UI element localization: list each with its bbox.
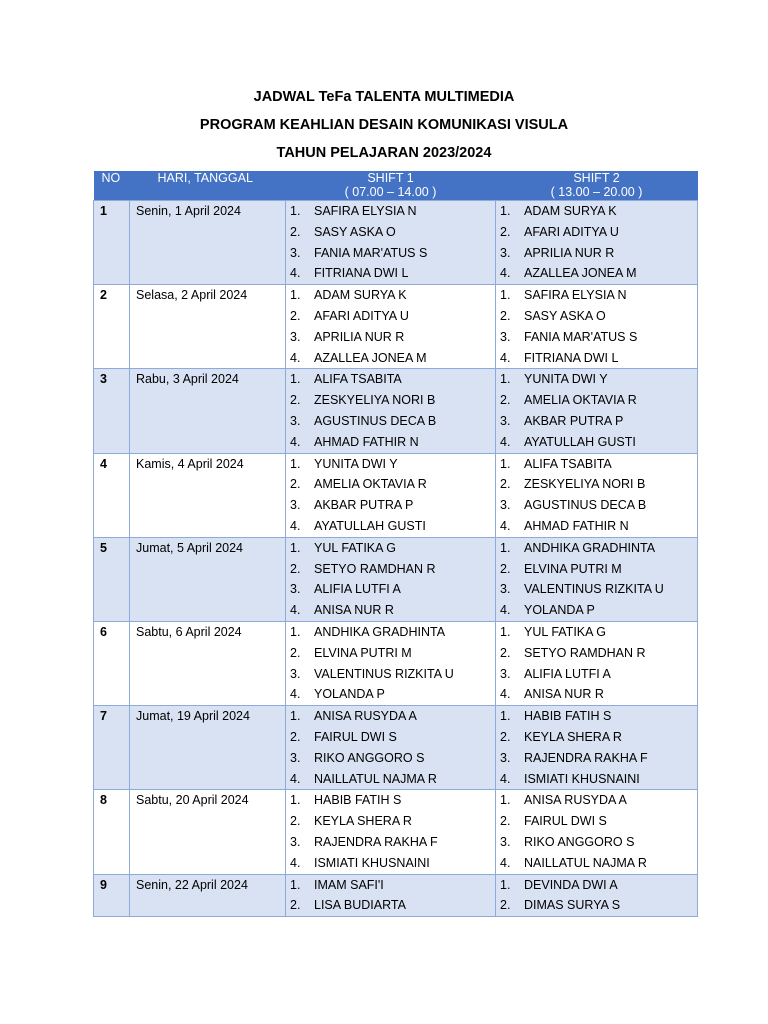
list-number: 1. bbox=[500, 288, 511, 303]
row-date: Sabtu, 20 April 2024 bbox=[130, 790, 286, 874]
table-row bbox=[94, 537, 698, 621]
student-name: ALIFIA LUTFI A bbox=[524, 666, 611, 681]
list-item bbox=[500, 243, 697, 264]
shift-2-cell bbox=[496, 621, 698, 705]
list-item bbox=[500, 811, 697, 832]
list-item bbox=[500, 474, 697, 495]
student-name: AZALLEA JONEA M bbox=[524, 266, 637, 281]
list-number: 3. bbox=[500, 245, 511, 260]
list-item bbox=[500, 727, 697, 748]
student-name: AFARI ADITYA U bbox=[524, 224, 619, 239]
list-number: 2. bbox=[500, 814, 511, 829]
list-item bbox=[500, 559, 697, 580]
student-name: YUNITA DWI Y bbox=[524, 372, 608, 387]
list-item bbox=[290, 684, 495, 705]
student-name: RAJENDRA RAKHA F bbox=[314, 834, 438, 849]
student-name: ANISA RUSYDA A bbox=[314, 709, 417, 724]
list-number: 4. bbox=[500, 518, 511, 533]
list-item bbox=[500, 495, 697, 516]
list-item bbox=[290, 222, 495, 243]
shift-1-cell bbox=[286, 621, 496, 705]
list-number: 1. bbox=[290, 877, 301, 892]
list-item bbox=[290, 811, 495, 832]
list-number: 2. bbox=[290, 308, 301, 323]
shift-1-cell bbox=[286, 453, 496, 537]
table-row bbox=[94, 369, 698, 453]
list-number: 4. bbox=[500, 771, 511, 786]
shift-1-cell bbox=[286, 874, 496, 917]
academic-year-title: TAHUN PELAJARAN 2023/2024 bbox=[276, 145, 492, 161]
row-number: 3 bbox=[94, 369, 130, 453]
student-name: LISA BUDIARTA bbox=[314, 898, 406, 913]
list-item bbox=[500, 684, 697, 705]
row-number: 4 bbox=[94, 453, 130, 537]
list-item bbox=[290, 327, 495, 348]
shift-1-cell bbox=[286, 201, 496, 285]
row-number: 8 bbox=[94, 790, 130, 874]
student-name: AZALLEA JONEA M bbox=[314, 350, 427, 365]
list-number: 3. bbox=[290, 329, 301, 344]
student-name: FITRIANA DWI L bbox=[314, 266, 409, 281]
schedule-table bbox=[93, 171, 698, 917]
shift-2-cell bbox=[496, 706, 698, 790]
student-name: SASY ASKA O bbox=[314, 224, 396, 239]
list-item bbox=[290, 895, 495, 916]
list-item bbox=[500, 348, 697, 369]
student-name: ISMIATI KHUSNAINI bbox=[524, 771, 640, 786]
list-item bbox=[290, 411, 495, 432]
list-number: 4. bbox=[500, 350, 511, 365]
student-name: FANIA MAR'ATUS S bbox=[314, 245, 428, 260]
list-number: 3. bbox=[290, 582, 301, 597]
row-number: 5 bbox=[94, 537, 130, 621]
student-name: FANIA MAR'ATUS S bbox=[524, 329, 638, 344]
list-number: 1. bbox=[290, 540, 301, 555]
student-name: YUL FATIKA G bbox=[524, 624, 606, 639]
list-number: 3. bbox=[500, 582, 511, 597]
header-shift-2-label: SHIFT 2 bbox=[573, 171, 620, 185]
list-item bbox=[500, 516, 697, 537]
list-number: 3. bbox=[290, 666, 301, 681]
shift-1-cell bbox=[286, 537, 496, 621]
list-number: 3. bbox=[500, 750, 511, 765]
list-item bbox=[290, 769, 495, 790]
table-row bbox=[94, 621, 698, 705]
table-header-row bbox=[94, 171, 698, 201]
list-item bbox=[290, 495, 495, 516]
student-name: ADAM SURYA K bbox=[524, 204, 617, 218]
student-name: ALIFIA LUTFI A bbox=[314, 582, 401, 597]
list-item bbox=[500, 369, 697, 390]
list-item bbox=[500, 327, 697, 348]
list-number: 1. bbox=[290, 456, 301, 471]
list-number: 3. bbox=[290, 413, 301, 428]
student-name: AMELIA OKTAVIA R bbox=[314, 477, 427, 492]
list-number: 2. bbox=[290, 729, 301, 744]
list-item bbox=[290, 538, 495, 559]
program-title: PROGRAM KEAHLIAN DESAIN KOMUNIKASI VISULA bbox=[199, 117, 569, 133]
header-shift-1-time: ( 07.00 – 14.00 ) bbox=[344, 185, 437, 199]
student-name: AGUSTINUS DECA B bbox=[314, 413, 437, 428]
student-name: FAIRUL DWI S bbox=[524, 814, 607, 829]
student-name: ANISA RUSYDA A bbox=[524, 793, 627, 808]
list-number: 2. bbox=[290, 645, 301, 660]
list-number: 1. bbox=[290, 709, 301, 724]
document-header bbox=[0, 86, 768, 170]
student-name: NAILLATUL NAJMA R bbox=[314, 771, 437, 786]
list-item bbox=[500, 832, 697, 853]
table-row bbox=[94, 201, 698, 285]
list-item bbox=[500, 706, 697, 727]
student-name: AHMAD FATHIR N bbox=[524, 518, 629, 533]
row-number: 1 bbox=[94, 201, 130, 285]
student-name: SAFIRA ELYSIA N bbox=[314, 204, 417, 218]
row-date: Jumat, 5 April 2024 bbox=[130, 537, 286, 621]
row-number: 9 bbox=[94, 874, 130, 917]
list-item bbox=[500, 432, 697, 453]
list-number: 4. bbox=[290, 771, 301, 786]
list-number: 2. bbox=[500, 393, 511, 408]
list-item bbox=[290, 622, 495, 643]
list-item bbox=[500, 769, 697, 790]
student-name: AFARI ADITYA U bbox=[314, 308, 409, 323]
list-number: 2. bbox=[500, 898, 511, 913]
list-number: 4. bbox=[290, 434, 301, 449]
table-row bbox=[94, 874, 698, 917]
list-number: 4. bbox=[290, 687, 301, 702]
student-name: RIKO ANGGORO S bbox=[524, 834, 635, 849]
list-number: 3. bbox=[290, 750, 301, 765]
list-number: 4. bbox=[500, 603, 511, 618]
list-item bbox=[290, 369, 495, 390]
row-number: 6 bbox=[94, 621, 130, 705]
list-item bbox=[500, 454, 697, 475]
student-name: ADAM SURYA K bbox=[314, 288, 407, 303]
student-name: AYATULLAH GUSTI bbox=[314, 518, 426, 533]
student-name: DIMAS SURYA S bbox=[524, 898, 621, 913]
student-name: ZESKYELIYA NORI B bbox=[524, 477, 646, 492]
list-item bbox=[500, 748, 697, 769]
student-name: ANISA NUR R bbox=[314, 603, 394, 618]
list-item bbox=[290, 306, 495, 327]
row-date: Jumat, 19 April 2024 bbox=[130, 706, 286, 790]
row-date: Kamis, 4 April 2024 bbox=[130, 453, 286, 537]
student-name: KEYLA SHERA R bbox=[314, 814, 412, 829]
document-title: JADWAL TeFa TALENTA MULTIMEDIA bbox=[253, 89, 515, 105]
row-date: Senin, 22 April 2024 bbox=[130, 874, 286, 917]
row-number: 7 bbox=[94, 706, 130, 790]
list-number: 3. bbox=[290, 834, 301, 849]
list-number: 1. bbox=[290, 624, 301, 639]
student-name: YUNITA DWI Y bbox=[314, 456, 398, 471]
list-number: 4. bbox=[290, 855, 301, 870]
row-date: Senin, 1 April 2024 bbox=[130, 201, 286, 285]
student-name: YOLANDA P bbox=[524, 603, 595, 618]
shift-2-cell bbox=[496, 201, 698, 285]
list-number: 2. bbox=[500, 477, 511, 492]
header-shift-2 bbox=[496, 171, 698, 201]
student-name: APRILIA NUR R bbox=[314, 329, 405, 344]
student-name: KEYLA SHERA R bbox=[524, 729, 622, 744]
list-item bbox=[500, 285, 697, 306]
list-item bbox=[290, 454, 495, 475]
list-item bbox=[500, 263, 697, 284]
student-name: SASY ASKA O bbox=[524, 308, 606, 323]
list-number: 1. bbox=[500, 540, 511, 555]
table-row bbox=[94, 285, 698, 369]
list-number: 2. bbox=[290, 814, 301, 829]
shift-1-cell bbox=[286, 790, 496, 874]
list-item bbox=[290, 579, 495, 600]
list-item bbox=[500, 853, 697, 874]
list-number: 2. bbox=[290, 224, 301, 239]
header-shift-1 bbox=[286, 171, 496, 201]
list-item bbox=[500, 390, 697, 411]
student-name: FITRIANA DWI L bbox=[524, 350, 619, 365]
list-item bbox=[290, 664, 495, 685]
shift-1-cell bbox=[286, 369, 496, 453]
list-item bbox=[500, 895, 697, 916]
student-name: VALENTINUS RIZKITA U bbox=[524, 582, 664, 597]
student-name: ELVINA PUTRI M bbox=[524, 561, 622, 576]
list-item bbox=[500, 538, 697, 559]
student-name: SETYO RAMDHAN R bbox=[524, 645, 646, 660]
list-item bbox=[500, 411, 697, 432]
student-name: AYATULLAH GUSTI bbox=[524, 434, 636, 449]
list-number: 4. bbox=[500, 266, 511, 281]
list-item bbox=[290, 559, 495, 580]
list-number: 1. bbox=[500, 456, 511, 471]
list-number: 2. bbox=[500, 645, 511, 660]
student-name: AKBAR PUTRA P bbox=[314, 498, 414, 513]
list-number: 1. bbox=[290, 204, 301, 218]
student-name: ANDHIKA GRADHINTA bbox=[524, 540, 656, 555]
student-name: YUL FATIKA G bbox=[314, 540, 396, 555]
list-number: 2. bbox=[500, 729, 511, 744]
list-item bbox=[500, 622, 697, 643]
list-number: 1. bbox=[500, 204, 511, 218]
student-name: VALENTINUS RIZKITA U bbox=[314, 666, 454, 681]
list-item bbox=[290, 201, 495, 222]
list-number: 4. bbox=[500, 855, 511, 870]
list-number: 4. bbox=[290, 350, 301, 365]
shift-2-cell bbox=[496, 285, 698, 369]
list-item bbox=[500, 600, 697, 621]
list-number: 1. bbox=[500, 624, 511, 639]
list-number: 2. bbox=[290, 898, 301, 913]
list-item bbox=[290, 853, 495, 874]
student-name: SAFIRA ELYSIA N bbox=[524, 288, 627, 303]
student-name: SETYO RAMDHAN R bbox=[314, 561, 436, 576]
list-number: 4. bbox=[290, 266, 301, 281]
list-item bbox=[500, 201, 697, 222]
list-number: 4. bbox=[290, 518, 301, 533]
list-item bbox=[290, 243, 495, 264]
list-item bbox=[500, 790, 697, 811]
list-number: 4. bbox=[500, 434, 511, 449]
list-number: 2. bbox=[500, 561, 511, 576]
list-number: 2. bbox=[290, 561, 301, 576]
student-name: ALIFA TSABITA bbox=[314, 372, 402, 387]
list-number: 1. bbox=[290, 372, 301, 387]
student-name: FAIRUL DWI S bbox=[314, 729, 397, 744]
list-item bbox=[500, 664, 697, 685]
list-number: 3. bbox=[290, 498, 301, 513]
row-number: 2 bbox=[94, 285, 130, 369]
student-name: ELVINA PUTRI M bbox=[314, 645, 412, 660]
shift-2-cell bbox=[496, 790, 698, 874]
list-number: 3. bbox=[500, 666, 511, 681]
list-item bbox=[500, 875, 697, 896]
list-number: 3. bbox=[500, 834, 511, 849]
header-shift-1-label: SHIFT 1 bbox=[367, 171, 414, 185]
list-number: 2. bbox=[500, 224, 511, 239]
list-number: 2. bbox=[500, 308, 511, 323]
list-number: 1. bbox=[500, 372, 511, 387]
list-number: 2. bbox=[290, 477, 301, 492]
shift-1-cell bbox=[286, 285, 496, 369]
list-number: 3. bbox=[500, 498, 511, 513]
list-item bbox=[290, 474, 495, 495]
header-day: HARI, TANGGAL bbox=[130, 171, 286, 201]
student-name: AGUSTINUS DECA B bbox=[524, 498, 647, 513]
student-name: IMAM SAFI'I bbox=[314, 877, 384, 892]
table-row bbox=[94, 453, 698, 537]
row-date: Rabu, 3 April 2024 bbox=[130, 369, 286, 453]
list-item bbox=[500, 222, 697, 243]
student-name: NAILLATUL NAJMA R bbox=[524, 855, 647, 870]
student-name: HABIB FATIH S bbox=[524, 709, 612, 724]
shift-2-cell bbox=[496, 537, 698, 621]
header-no: NO bbox=[94, 171, 130, 201]
list-item bbox=[290, 790, 495, 811]
header-shift-2-time: ( 13.00 – 20.00 ) bbox=[550, 185, 643, 199]
student-name: YOLANDA P bbox=[314, 687, 385, 702]
student-name: ANDHIKA GRADHINTA bbox=[314, 624, 446, 639]
list-number: 3. bbox=[290, 245, 301, 260]
list-item bbox=[500, 643, 697, 664]
list-number: 1. bbox=[500, 793, 511, 808]
student-name: ALIFA TSABITA bbox=[524, 456, 612, 471]
list-number: 4. bbox=[290, 603, 301, 618]
list-item bbox=[290, 706, 495, 727]
list-item bbox=[500, 306, 697, 327]
list-number: 3. bbox=[500, 413, 511, 428]
list-number: 4. bbox=[500, 687, 511, 702]
list-item bbox=[290, 643, 495, 664]
student-name: ANISA NUR R bbox=[524, 687, 604, 702]
student-name: RIKO ANGGORO S bbox=[314, 750, 425, 765]
list-item bbox=[290, 748, 495, 769]
shift-1-cell bbox=[286, 706, 496, 790]
shift-2-cell bbox=[496, 453, 698, 537]
list-item bbox=[500, 579, 697, 600]
list-item bbox=[290, 285, 495, 306]
student-name: ISMIATI KHUSNAINI bbox=[314, 855, 430, 870]
list-item bbox=[290, 432, 495, 453]
list-number: 1. bbox=[290, 288, 301, 303]
row-date: Selasa, 2 April 2024 bbox=[130, 285, 286, 369]
student-name: ZESKYELIYA NORI B bbox=[314, 393, 436, 408]
list-item bbox=[290, 875, 495, 896]
student-name: DEVINDA DWI A bbox=[524, 877, 618, 892]
shift-2-cell bbox=[496, 874, 698, 917]
list-number: 3. bbox=[500, 329, 511, 344]
student-name: APRILIA NUR R bbox=[524, 245, 615, 260]
list-item bbox=[290, 516, 495, 537]
student-name: RAJENDRA RAKHA F bbox=[524, 750, 648, 765]
student-name: AKBAR PUTRA P bbox=[524, 413, 624, 428]
list-number: 1. bbox=[290, 793, 301, 808]
list-item bbox=[290, 390, 495, 411]
student-name: AMELIA OKTAVIA R bbox=[524, 393, 637, 408]
list-item bbox=[290, 600, 495, 621]
list-item bbox=[290, 263, 495, 284]
table-row bbox=[94, 706, 698, 790]
list-item bbox=[290, 832, 495, 853]
list-number: 1. bbox=[500, 877, 511, 892]
list-number: 2. bbox=[290, 393, 301, 408]
shift-2-cell bbox=[496, 369, 698, 453]
student-name: AHMAD FATHIR N bbox=[314, 434, 419, 449]
table-row bbox=[94, 790, 698, 874]
student-name: HABIB FATIH S bbox=[314, 793, 402, 808]
row-date: Sabtu, 6 April 2024 bbox=[130, 621, 286, 705]
list-number: 1. bbox=[500, 709, 511, 724]
list-item bbox=[290, 348, 495, 369]
list-item bbox=[290, 727, 495, 748]
